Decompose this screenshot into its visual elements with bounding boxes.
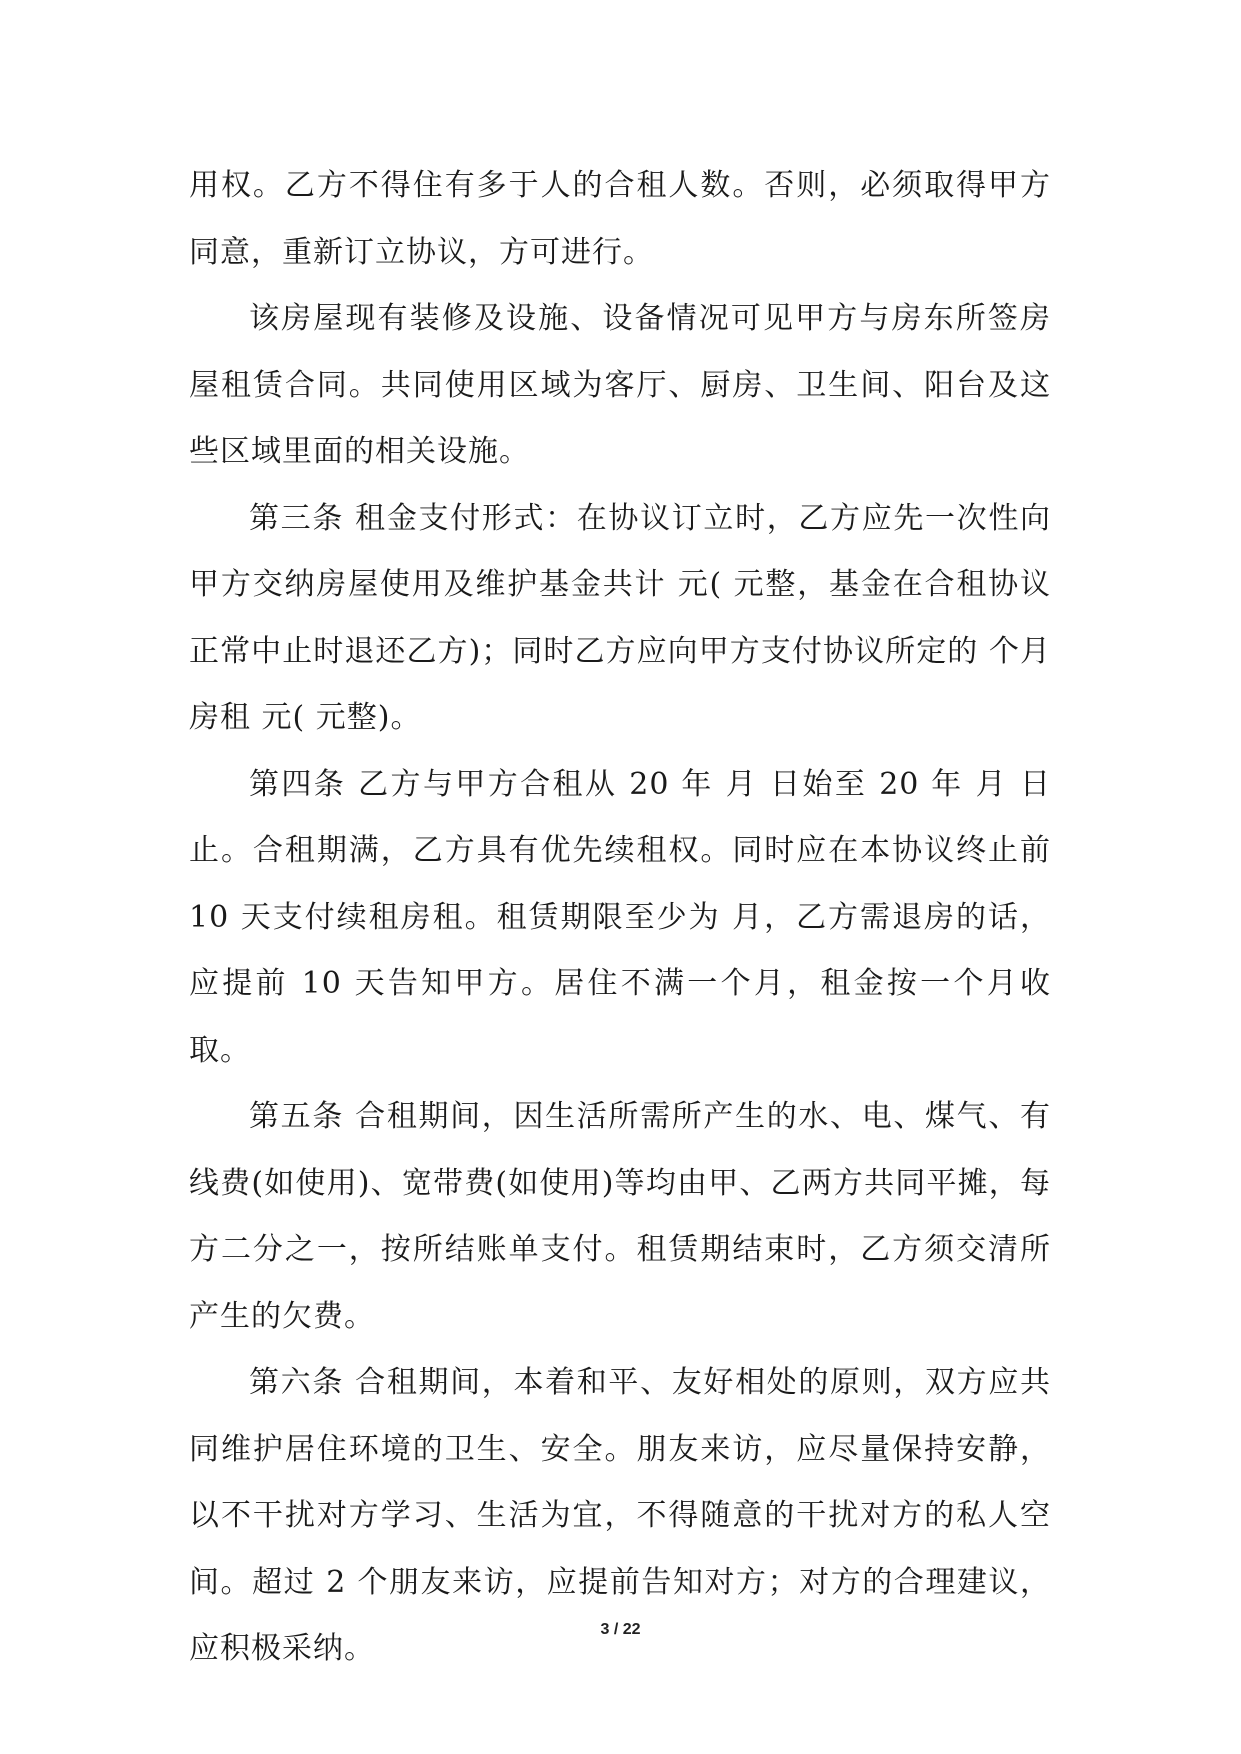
paragraph-article-5: 第五条 合租期间，因生活所需所产生的水、电、煤气、有线费(如使用)、宽带费(如使用)等均由甲、乙两方共同平摊，每方二分之一，按所结账单支付。租赁期结束时，乙方须交清所产生的欠费。 [189, 1099, 1051, 1334]
paragraph-article-6: 第六条 合租期间，本着和平、友好相处的原则，双方应共同维护居住环境的卫生、安全。朋友来访，应尽量保持安静，以不干扰对方学习、生活为宜，不得随意的干扰对方的私人空间。超过 2 个朋友来访，应提前告知对方；对方的合理建议，应积极采纳。 [189, 1365, 1051, 1666]
document-body [189, 153, 1051, 1683]
paragraph-continuation: 用权。乙方不得住有多于人的合租人数。否则，必须取得甲方同意，重新订立协议，方可进行。 [189, 168, 1051, 270]
paragraph-facilities: 该房屋现有装修及设施、设备情况可见甲方与房东所签房屋租赁合同。共同使用区域为客厅、厨房、卫生间、阳台及这些区域里面的相关设施。 [189, 301, 1051, 469]
page-number: 3 / 22 [600, 1621, 641, 1638]
paragraph-article-4: 第四条 乙方与甲方合租从 20 年 月 日始至 20 年 月 日止。合租期满，乙方具有优先续租权。同时应在本协议终止前 10 天支付续租房租。租赁期限至少为 月，乙方需退房的话，应提前 10 天告知甲方。居住不满一个月，租金按一个月收取。 [189, 766, 1051, 1068]
paragraph-article-3: 第三条 租金支付形式：在协议订立时，乙方应先一次性向甲方交纳房屋使用及维护基金共计 元( 元整，基金在合租协议正常中止时退还乙方)；同时乙方应向甲方支付协议所定的 个月房租 元( 元整)。 [189, 500, 1051, 735]
